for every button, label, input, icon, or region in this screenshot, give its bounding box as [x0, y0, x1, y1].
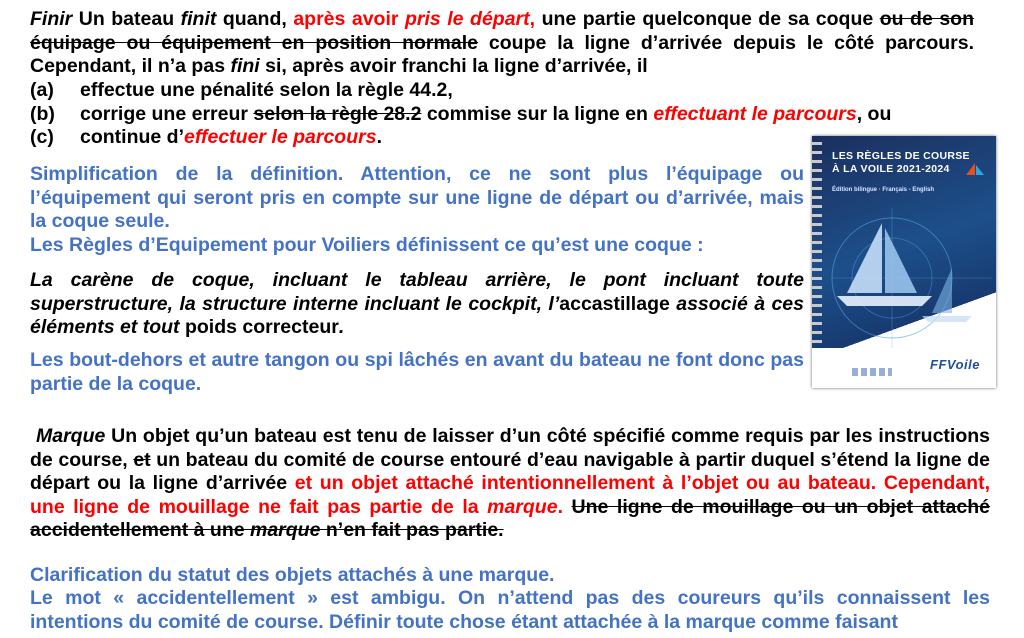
rule-book-cover	[812, 136, 996, 388]
coque-intro: Les Règles d’Equipement pour Voiliers définissent ce qu’est une coque :	[30, 234, 704, 256]
sailboat-artwork-icon	[822, 198, 996, 348]
book-footer	[812, 348, 996, 388]
deleted-text: Une ligne de mouillage ou un objet attaché accidentellement à une	[30, 495, 990, 541]
list-item-b: (b) corrige une erreur selon la règle 28.2 commise sur la ligne en effectuant le parcours, ou	[30, 102, 892, 125]
spiral-binding	[812, 142, 822, 382]
added-text: pris le départ	[404, 8, 530, 30]
world-sailing-logo-icon	[964, 162, 986, 176]
added-text: et un objet attaché intentionnellement à l’objet ou au bateau. Cependant, une ligne de mouillage ne fait pas partie de la	[30, 472, 990, 518]
coque-definition: La carène de coque, incluant le tableau arrière, le pont incluant toute superstructure, la structure interne incluant le cockpit, l’accastillage associé à ces éléments et tout poids correcteur.	[30, 269, 804, 338]
definition-finir: Finir Un bateau finit quand, après avoir pris le départ, une partie quelconque de sa coque ou de son équipage ou équipement en position normale coupe la ligne d’arrivée depuis le côté parcours. Cependant, il n’a pas fini si, après avoir franchi la ligne d’arrivée, il	[30, 8, 975, 77]
deleted-text: et	[133, 448, 151, 471]
list-item-c: (c) continue d’effectuer le parcours.	[30, 126, 382, 148]
ffvoile-logo: FFVoile	[930, 356, 980, 372]
deleted-text: ou de son équipage ou équipement en position normale	[30, 8, 974, 54]
term-finir: Finir	[30, 8, 73, 30]
deleted-text: selon la règle 28.2	[253, 102, 422, 125]
simplification-note: Simplification de la définition. Attention, ce ne sont plus l’équipage ou l’équipement qui seront pris en compte sur une ligne de départ ou d’arrivée, mais la coque seule.	[30, 163, 804, 232]
clarification-title: Clarification du statut des objets attachés à une marque.	[30, 564, 555, 586]
definition-marque: Marque Un objet qu’un bateau est tenu de laisser d’un côté spécifié comme requis par les instructions de course, et un bateau du comité de course entouré d’eau navigable à partir duquel s’étend la ligne de départ ou la ligne d’arrivée et un objet attaché intentionnellement à l’objet ou au bateau. Cependant, une ligne de mouillage ne fait pas partie de la marque. Une ligne de mouillage ou un objet attaché accidentellement à une marque n’en fait pas partie.	[30, 425, 990, 541]
added-text: effectuant le parcours	[653, 102, 857, 125]
book-edition: Édition bilingue · Français - English	[832, 187, 935, 193]
added-text: effectuer le parcours	[184, 126, 377, 148]
clarification-body: Le mot « accidentellement » est ambigu. On n’attend pas des coureurs qu’ils connaissent les intentions du comité de course. Définir toute chose étant attachée à la marque comme faisant	[30, 587, 990, 633]
added-text: après avoir	[293, 8, 405, 30]
term-marque: Marque	[36, 425, 106, 447]
boutdehors-note: Les bout-dehors et autre tangon ou spi lâchés en avant du bateau ne font donc pas partie de la coque.	[30, 349, 804, 395]
list-item-a: (a) effectue une pénalité selon la règle 44.2,	[30, 79, 453, 101]
book-title: LES RÈGLES DE COURSE À LA VOILE 2021-2024	[832, 150, 970, 175]
sponsor-logos	[852, 368, 892, 376]
